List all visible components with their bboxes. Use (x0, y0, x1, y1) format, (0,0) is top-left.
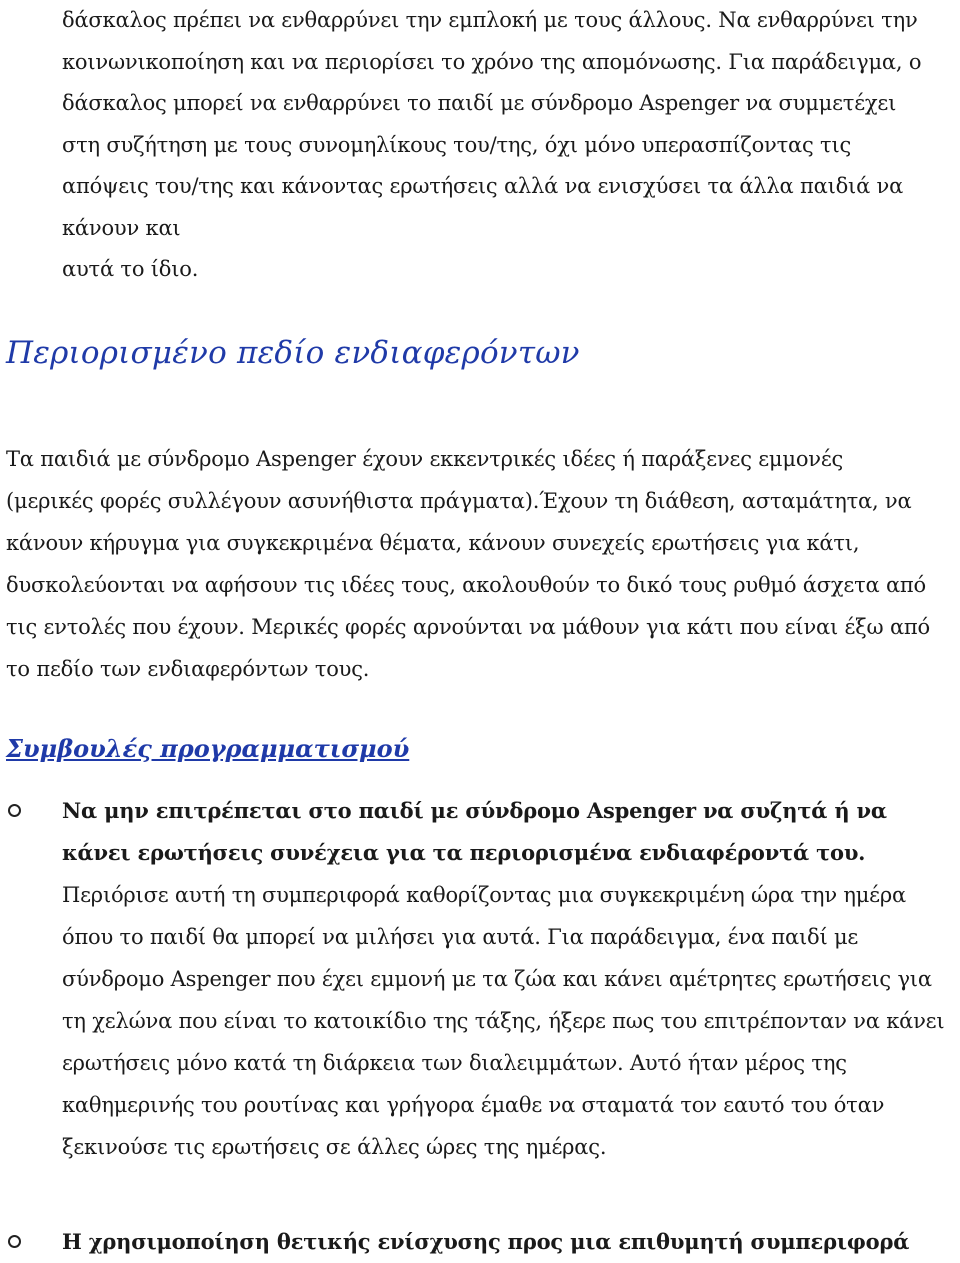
hollow-circle-bullet-icon (8, 804, 21, 817)
text-line: κάνουν και (62, 215, 181, 240)
intro-paragraph (62, 0, 958, 291)
text-line: ξεκινούσε τις ερωτήσεις σε άλλες ώρες της ημέρας. (62, 1135, 607, 1159)
text-line: κοινωνικοποίηση και να περιορίσει το χρόνο της απομόνωσης. Για παράδειγμα, ο (62, 49, 922, 74)
text-line: δάσκαλος πρέπει να ενθαρρύνει την εμπλοκή με τους άλλους. Να ενθαρρύνει την (62, 8, 918, 32)
text-line: (μερικές φορές συλλέγουν ασυνήθιστα πράγματα).Έχουν τη διάθεση, ασταμάτητα, να (6, 489, 912, 513)
text-line: τις εντολές που έχουν. Μερικές φορές αρνούνται να μάθουν για κάτι που είναι έξω από (6, 615, 930, 639)
text-line: τη χελώνα που είναι το κατοικίδιο της τάξης, ήξερε πως του επιτρέπονταν να κάνει (62, 1009, 945, 1033)
tip-bold-line: κάνει ερωτήσεις συνέχεια για τα περιορισμένα ενδιαφέροντά του. (62, 840, 866, 865)
text-line: στη συζήτηση με τους συνομηλίκους του/της, όχι μόνο υπερασπίζοντας τις (62, 132, 852, 157)
text-line: σύνδρομο Aspenger που έχει εμμονή με τα ζώα και κάνει αμέτρητες ερωτήσεις για (62, 967, 932, 991)
text-line: αυτά το ίδιο. (62, 257, 199, 281)
hollow-circle-bullet-icon (8, 1235, 21, 1248)
text-line: το πεδίο των ενδιαφερόντων τους. (6, 657, 370, 681)
text-line: καθημερινής του ρουτίνας και γρήγορα έμαθε να σταματά τον εαυτό του όταν (62, 1093, 885, 1117)
text-line: δυσκολεύονται να αφήσουν τις ιδέες τους, ακολουθούν το δικό τους ρυθμό άσχετα από (6, 573, 926, 597)
text-line: ερωτήσεις μόνο κατά τη διάρκεια των διαλειμμάτων. Αυτό ήταν μέρος της (62, 1051, 847, 1075)
section-heading-restricted-interests: Περιορισμένο πεδίο ενδιαφερόντων (6, 335, 580, 371)
restricted-interests-paragraph (6, 438, 956, 690)
text-line: Περιόρισε αυτή τη συμπεριφορά καθορίζοντας μια συγκεκριμένη ώρα την ημέρα (62, 883, 906, 907)
list-item (0, 790, 960, 1168)
tips-list (0, 790, 960, 1168)
text-line: απόψεις του/της και κάνοντας ερωτήσεις αλλά να ενισχύσει τα άλλα παιδιά να (62, 174, 904, 198)
tip-bold-line: Η χρησιμοποίηση θετικής ενίσχυσης προς μια επιθυμητή συμπεριφορά (62, 1229, 910, 1254)
text-line: δάσκαλος μπορεί να ενθαρρύνει το παιδί με σύνδρομο Aspenger να συμμετέχει (62, 91, 897, 115)
text-line: όπου το παιδί θα μπορεί να μιλήσει για αυτά. Για παράδειγμα, ένα παιδί με (62, 925, 859, 949)
section-heading-programming-tips: Συμβουλές προγραμματισμού (6, 734, 410, 763)
text-line: κάνουν κήρυγμα για συγκεκριμένα θέματα, κάνουν συνεχείς ερωτήσεις για κάτι, (6, 531, 860, 555)
tip-bold-line: Να μην επιτρέπεται στο παιδί με σύνδρομο Aspenger να συζητά ή να (62, 798, 887, 823)
text-line: Τα παιδιά με σύνδρομο Aspenger έχουν εκκεντρικές ιδέες ή παράξενες εμμονές (6, 447, 844, 471)
